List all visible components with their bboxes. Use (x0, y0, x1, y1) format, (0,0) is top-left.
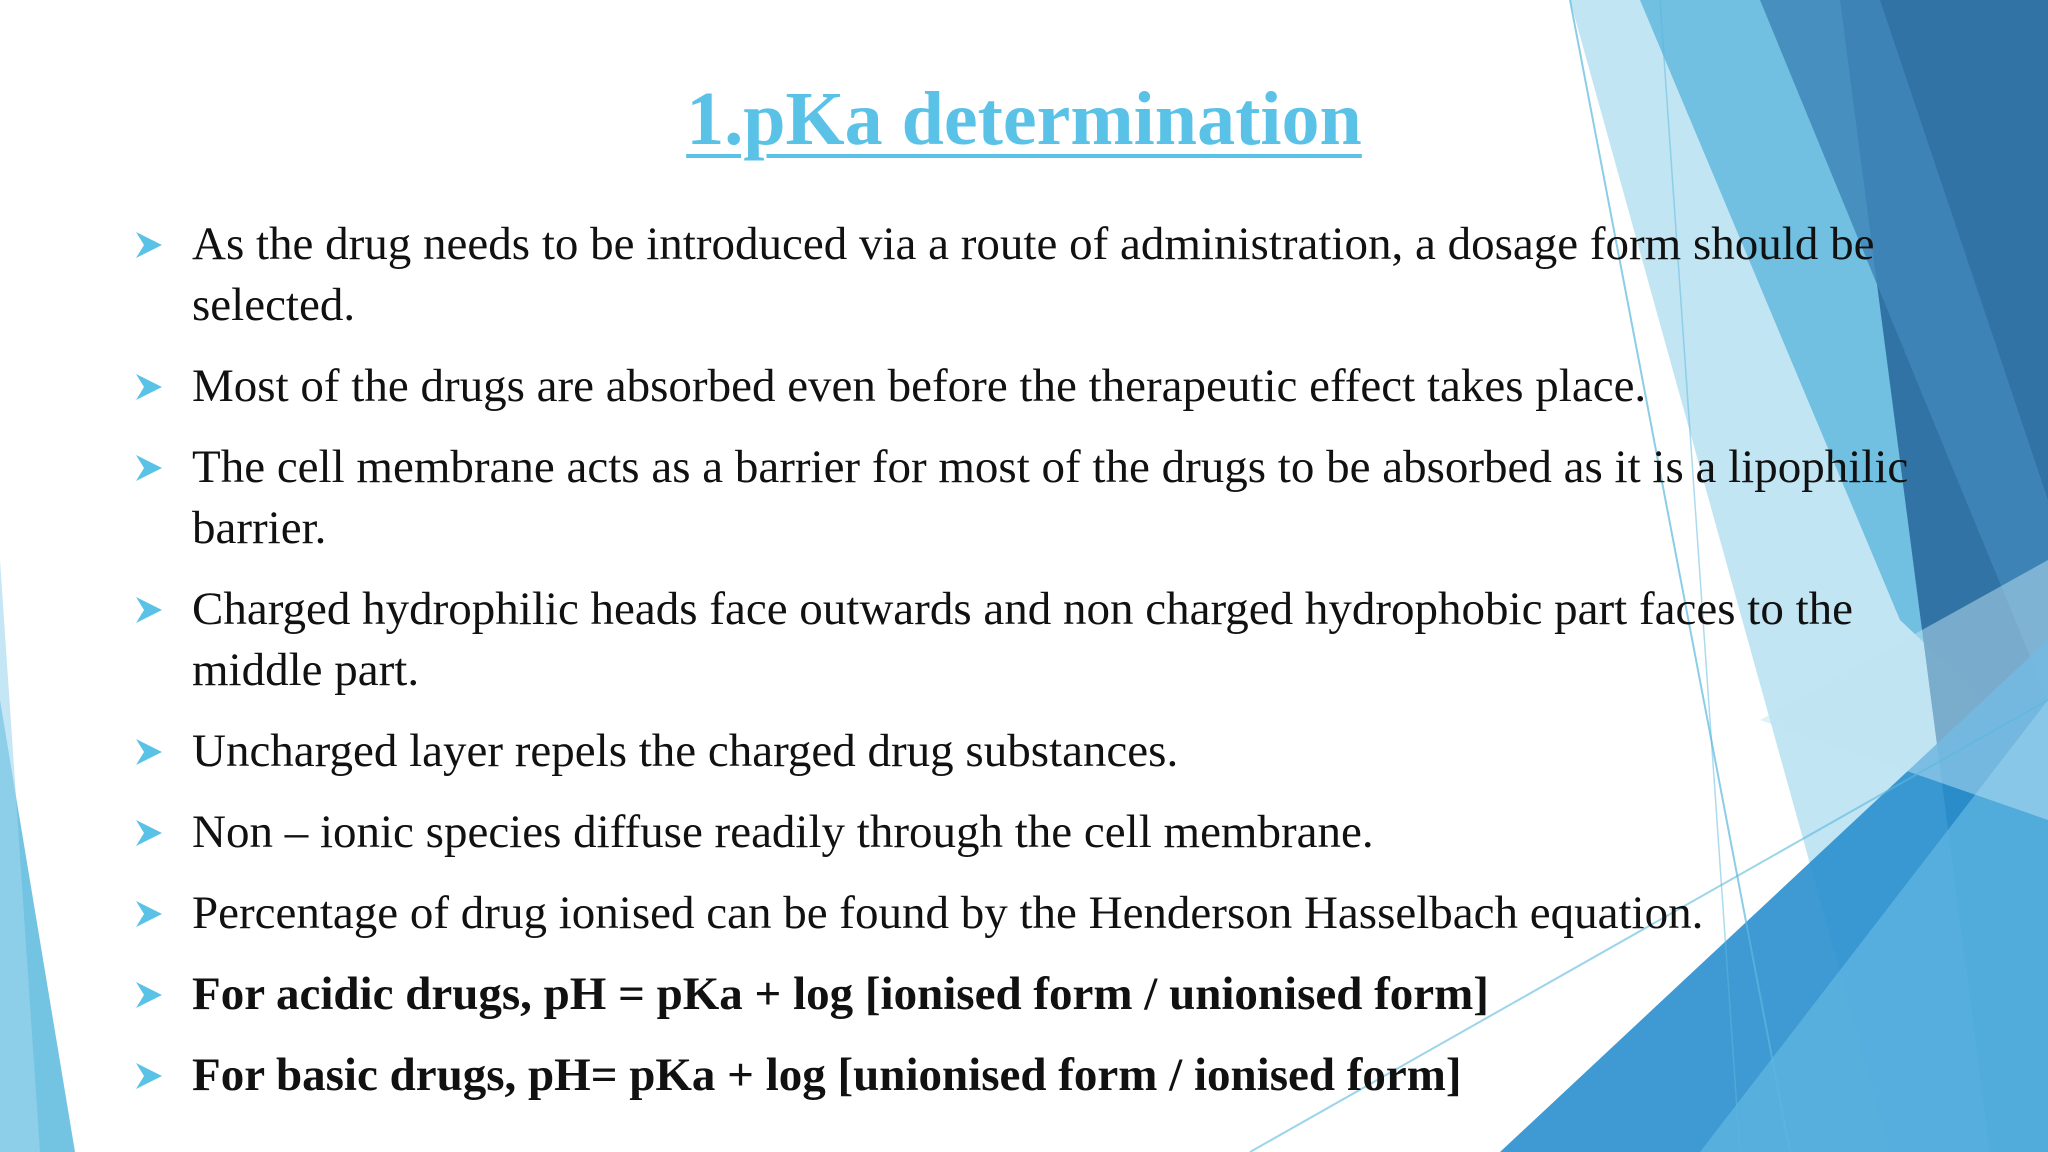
bullet-text: As the drug needs to be introduced via a route of administration, a dosage form should be selected. (192, 218, 1875, 331)
bullet-text: Uncharged layer repels the charged drug substances. (192, 725, 1179, 777)
bullet-text: Percentage of drug ionised can be found by the Henderson Hasselbach equation. (192, 887, 1704, 939)
bullet-text: For acidic drugs, pH = pKa + log [ionised form / unionised form] (192, 968, 1489, 1020)
arrow-bullet-icon (134, 818, 164, 848)
bullet-item (134, 802, 1914, 863)
bullet-list (134, 214, 1914, 1126)
bullet-item-equation (134, 1045, 1914, 1106)
bullet-text: Non – ionic species diffuse readily through the cell membrane. (192, 806, 1374, 858)
arrow-bullet-icon (134, 372, 164, 402)
bullet-item (134, 356, 1914, 417)
bullet-item-equation (134, 964, 1914, 1025)
bullet-item (134, 721, 1914, 782)
arrow-bullet-icon (134, 230, 164, 260)
bullet-item (134, 437, 1914, 559)
bullet-text: Most of the drugs are absorbed even before the therapeutic effect takes place. (192, 360, 1647, 412)
arrow-bullet-icon (134, 453, 164, 483)
bullet-text: The cell membrane acts as a barrier for most of the drugs to be absorbed as it is a lipophilic barrier. (192, 441, 1909, 554)
slide-title-text: 1.pKa determination (686, 77, 1362, 161)
arrow-bullet-icon (134, 737, 164, 767)
bullet-item (134, 579, 1914, 701)
arrow-bullet-icon (134, 980, 164, 1010)
arrow-bullet-icon (134, 1061, 164, 1091)
arrow-bullet-icon (134, 595, 164, 625)
slide-title (0, 78, 2048, 162)
arrow-bullet-icon (134, 899, 164, 929)
bullet-text: Charged hydrophilic heads face outwards and non charged hydrophobic part faces to the middle part. (192, 583, 1853, 696)
bullet-item (134, 883, 1914, 944)
bullet-item (134, 214, 1914, 336)
bullet-text: For basic drugs, pH= pKa + log [unionised form / ionised form] (192, 1049, 1462, 1101)
